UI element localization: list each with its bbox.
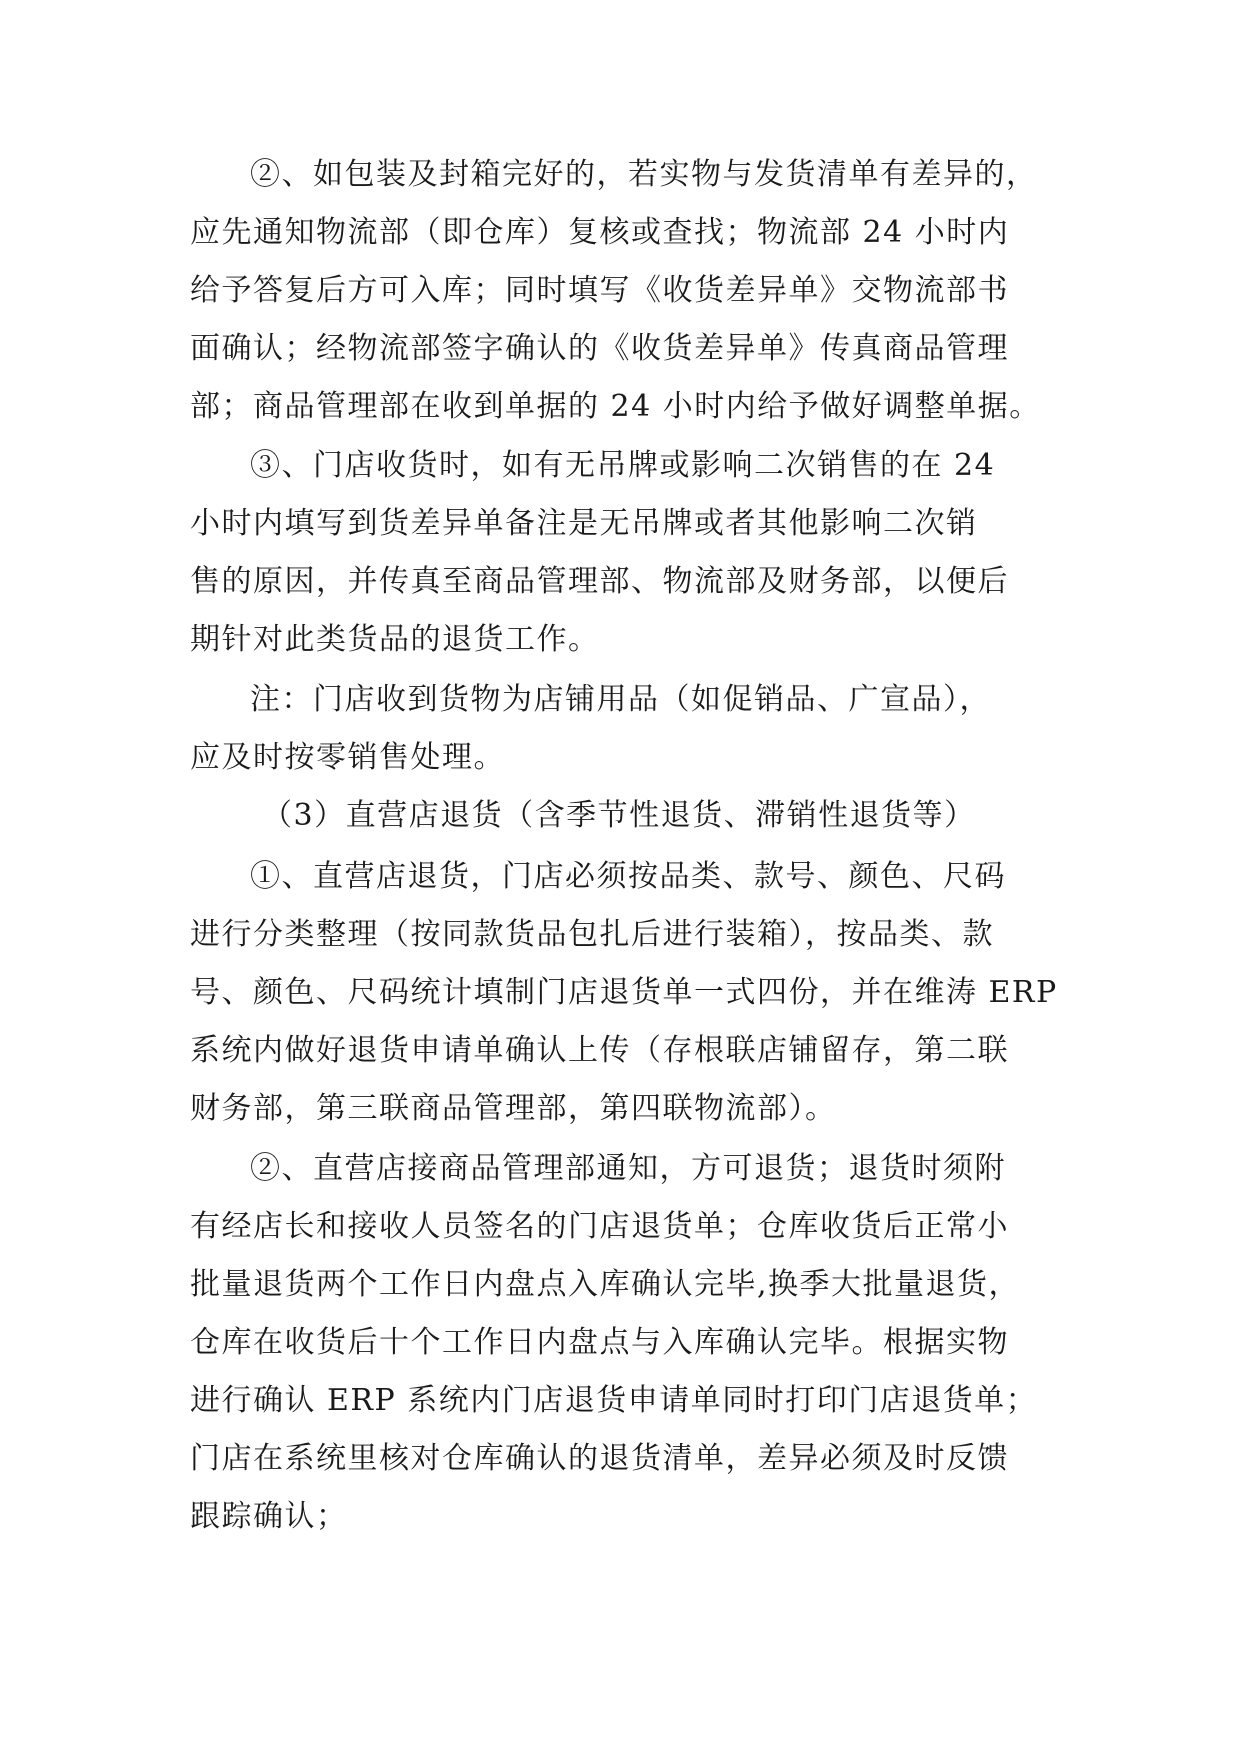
text-line: 进行确认 ERP 系统内门店退货申请单同时打印门店退货单； <box>190 1383 1038 1418</box>
text-line: 面确认；经物流部签字确认的《收货差异单》传真商品管理 <box>190 331 1009 366</box>
text-line: 应及时按零销售处理。 <box>190 740 505 775</box>
text-line: 有经店长和接收人员签名的门店退货单；仓库收货后正常小 <box>190 1209 1009 1244</box>
text-line: 售的原因，并传真至商品管理部、物流部及财务部，以便后 <box>190 564 1009 599</box>
text-line: 跟踪确认； <box>190 1499 348 1534</box>
text-line: 期针对此类货品的退货工作。 <box>190 622 600 657</box>
section-heading-text: （3）直营店退货（含季节性退货、滞销性退货等） <box>262 798 976 833</box>
text-line: ①、直营店退货，门店必须按品类、款号、颜色、尺码 <box>250 859 1006 894</box>
text-line: ③、门店收货时，如有无吊牌或影响二次销售的在 24 <box>250 448 996 483</box>
text-line: 财务部，第三联商品管理部，第四联物流部）。 <box>190 1091 837 1126</box>
text-line: 应先通知物流部（即仓库）复核或查找；物流部 24 小时内 <box>190 215 1010 250</box>
text-line: ②、如包装及封箱完好的，若实物与发货清单有差异的， <box>250 157 1038 192</box>
text-line: ②、直营店接商品管理部通知，方可退货；退货时须附 <box>250 1151 1006 1186</box>
text-line: 小时内填写到货差异单备注是无吊牌或者其他影响二次销 <box>190 506 978 541</box>
text-line: 号、颜色、尺码统计填制门店退货单一式四份，并在维涛 ERP <box>190 975 1058 1010</box>
text-line: 注：门店收到货物为店铺用品（如促销品、广宣品）， <box>250 682 991 717</box>
text-line: 门店在系统里核对仓库确认的退货清单，差异必须及时反馈 <box>190 1441 1009 1476</box>
text-line: 进行分类整理（按同款货品包扎后进行装箱），按品类、款 <box>190 917 994 952</box>
text-line: 部；商品管理部在收到单据的 24 小时内给予做好调整单据。 <box>190 389 1041 424</box>
text-line: 给予答复后方可入库；同时填写《收货差异单》交物流部书 <box>190 273 1009 308</box>
text-line: 批量退货两个工作日内盘点入库确认完毕,换季大批量退货， <box>190 1267 1021 1302</box>
text-line: 系统内做好退货申请单确认上传（存根联店铺留存，第二联 <box>190 1033 1009 1068</box>
text-line: 仓库在收货后十个工作日内盘点与入库确认完毕。根据实物 <box>190 1325 1009 1360</box>
